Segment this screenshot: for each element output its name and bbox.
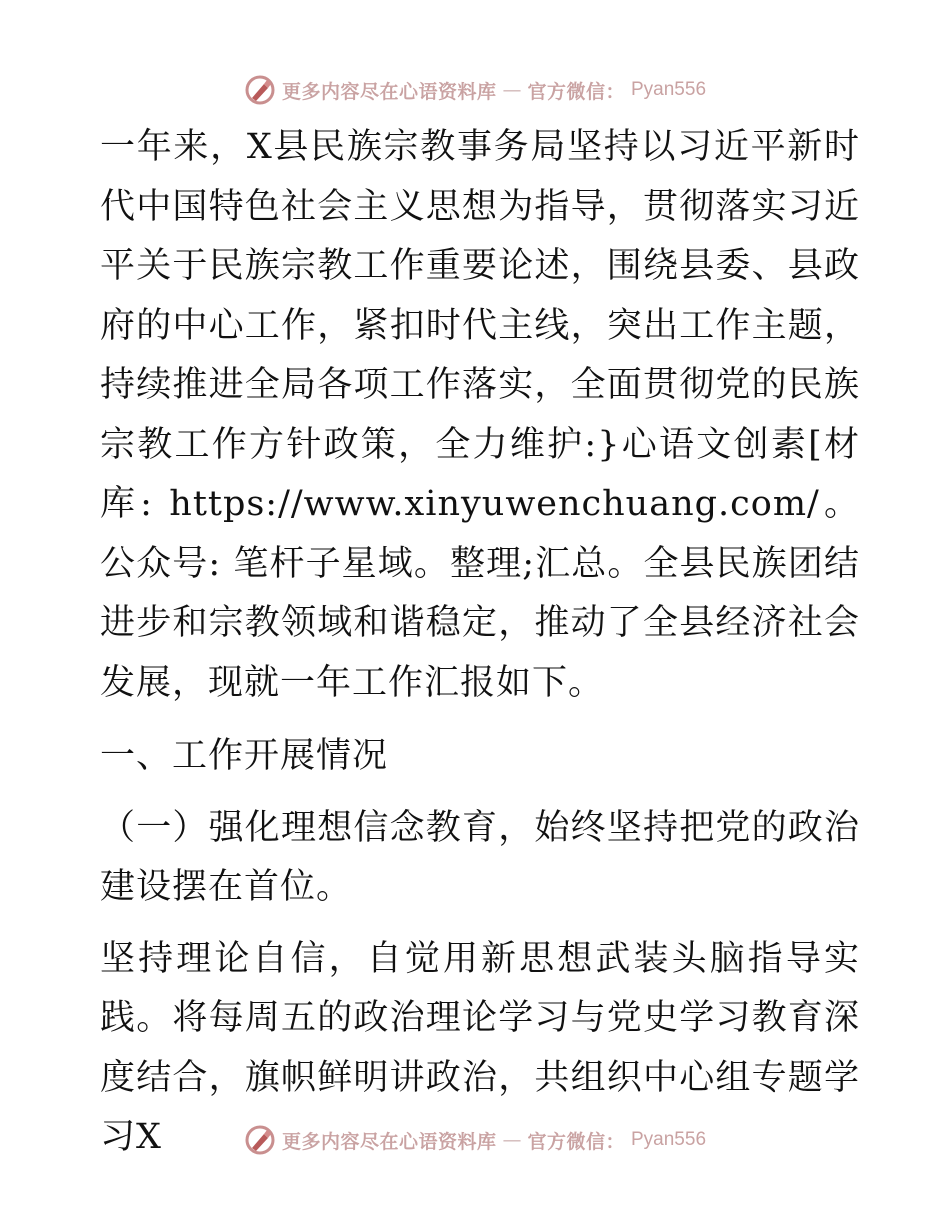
pen-logo-icon xyxy=(244,74,276,106)
watermark-text: 更多内容尽在心语资料库 xyxy=(281,80,497,103)
watermark-text: 更多内容尽在心语资料库 xyxy=(281,1130,497,1153)
header-watermark xyxy=(0,70,950,110)
watermark-separator: — xyxy=(502,1129,522,1151)
watermark-account: Pyan556 xyxy=(631,79,707,100)
section-heading: 一、工作开展情况 xyxy=(100,736,389,776)
pen-logo-icon xyxy=(244,1124,276,1156)
body-paragraph: 坚持理论自信，自觉用新思想武装头脑指导实践。将每周五的政治理论学习与党史学习教育深度结合，旗帜鲜明讲政治，共组织中心组专题学习X xyxy=(100,938,860,1157)
watermark-separator: — xyxy=(502,79,522,101)
footer-watermark xyxy=(0,1120,950,1160)
subheading: （一）强化理想信念教育，始终坚持把党的政治建设摆在首位。 xyxy=(100,807,860,907)
intro-paragraph: 一年来，X县民族宗教事务局坚持以习近平新时代中国特色社会主义思想为指导，贯彻落实习近平关于民族宗教工作重要论述，围绕县委、县政府的中心工作，紧扣时代主线，突出工作主题，持续推进全局各项工作落实，全面贯彻党的民族宗教工作方针政策，全力维护:}心语文创素[材库: https://www.xinyuwenchuang.com/。公众号: 笔杆子星域。整理;汇总。全县民族团结进步和宗教领域和谐稳定，推动了全县经济社会发展，现就一年工作汇报如下。 xyxy=(100,127,860,703)
watermark-label: 官方微信： xyxy=(527,1130,625,1153)
document-body xyxy=(100,118,860,1168)
watermark-account: Pyan556 xyxy=(631,1129,707,1150)
watermark-label: 官方微信： xyxy=(527,80,625,103)
